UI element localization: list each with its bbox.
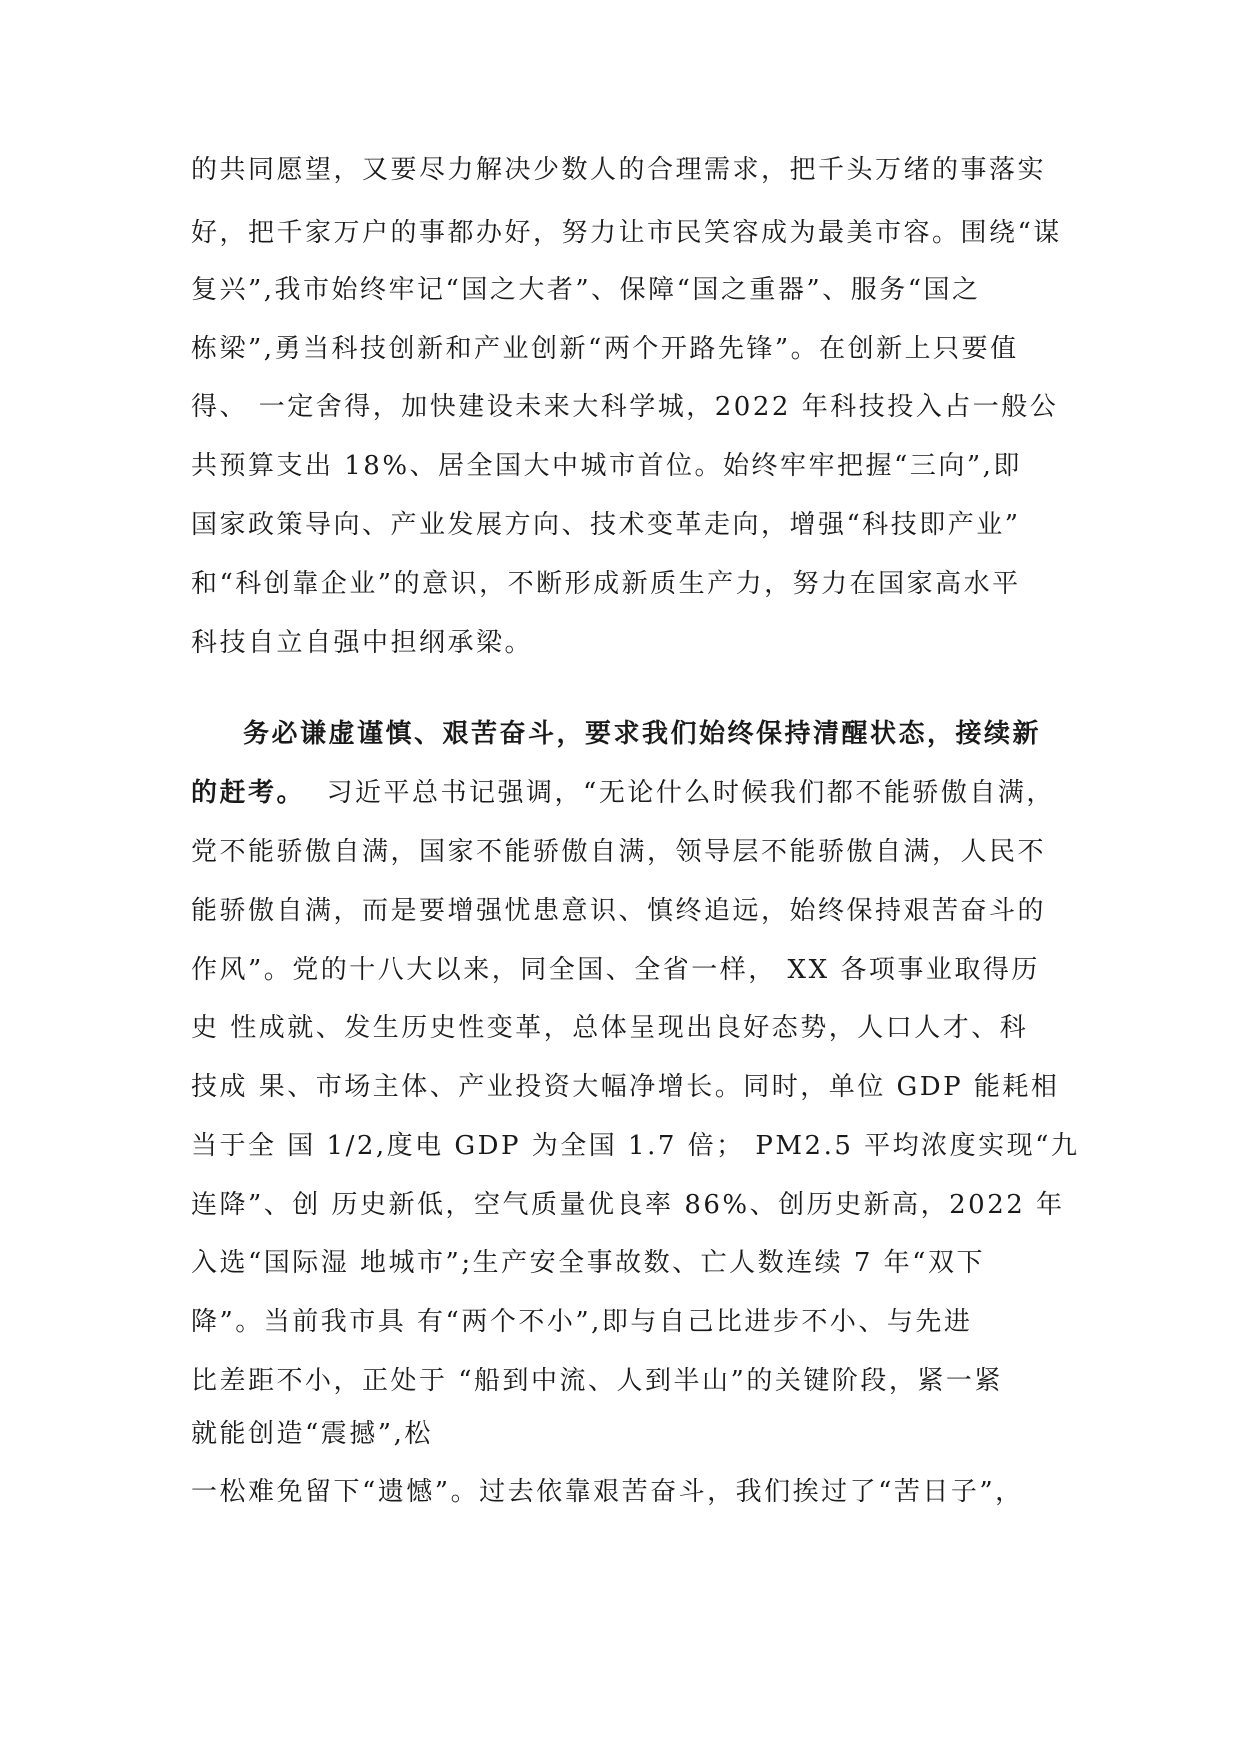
paragraph-1-line-6: 共预算支出 18%、居全国大中城市首位。始终牢牢把握“三向”,即 [191, 451, 1022, 481]
paragraph-1-line-8: 和“科创靠企业”的意识，不断形成新质生产力，努力在国家高水平 [191, 569, 1021, 599]
paragraph-2-line-14: 一松难免留下“遗憾”。过去依靠艰苦奋斗，我们挨过了“苦日子”， [191, 1477, 1024, 1507]
paragraph-2-line-4: 能骄傲自满，而是要增强忧患意识、慎终追远，始终保持艰苦奋斗的 [191, 896, 1047, 926]
paragraph-2-line-9: 连降”、创 历史新低，空气质量优良率 86%、创历史新高，2022 年 [191, 1190, 1065, 1220]
paragraph-1-line-3: 复兴”,我市始终牢记“国之大者”、保障“国之重器”、服务“国之 [191, 275, 981, 305]
paragraph-1-line-2: 好，把千家万户的事都办好，努力让市民笑容成为最美市容。围绕“谋 [191, 218, 1062, 248]
paragraph-2-line-2-text: 习近平总书记强调，“无论什么时候我们都不能骄傲自满， [305, 778, 1055, 808]
paragraph-1-line-5: 得、 一定舍得，加快建设未来大科学城，2022 年科技投入占一般公 [191, 392, 1059, 422]
paragraph-2-line-12: 比差距不小，正处于 “船到中流、人到半山”的关键阶段，紧一紧 [191, 1366, 1003, 1396]
paragraph-2-heading-line-2: 的赶考。 [191, 778, 306, 808]
paragraph-1-line-7: 国家政策导向、产业发展方向、技术变革走向，增强“科技即产业” [191, 510, 1021, 540]
paragraph-2-line-7: 技成 果、市场主体、产业投资大幅净增长。同时，单位 GDP 能耗相 [191, 1072, 1060, 1102]
paragraph-1-line-1: 的共同愿望，又要尽力解决少数人的合理需求，把千头万绪的事落实 [191, 155, 1047, 185]
paragraph-2-line-6: 史 性成就、发生历史性变革，总体呈现出良好态势，人口人才、科 [191, 1013, 1029, 1043]
paragraph-2-line-5: 作风”。党的十八大以来，同全国、全省一样， XX 各项事业取得历 [191, 955, 1040, 985]
paragraph-2-line-8: 当于全 国 1/2,度电 GDP 为全国 1.7 倍； PM2.5 平均浓度实现“九 [191, 1131, 1080, 1161]
paragraph-1-line-4: 栋梁”,勇当科技创新和产业创新“两个开路先锋”。在创新上只要值 [191, 334, 1019, 364]
paragraph-2-heading-line-1: 务必谦虚谨慎、艰苦奋斗，要求我们始终保持清醒状态，接续新 [243, 719, 1042, 749]
paragraph-2-line-10: 入选“国际湿 地城市”;生产安全事故数、亡人数连续 7 年“双下 [191, 1248, 985, 1278]
paragraph-2-line-3: 党不能骄傲自满，国家不能骄傲自满，领导层不能骄傲自满，人民不 [191, 837, 1047, 867]
paragraph-2-line-11: 降”。当前我市具 有“两个不小”,即与自己比进步不小、与先进 [191, 1307, 973, 1337]
paragraph-2-line-2 [191, 771, 1081, 815]
paragraph-1-line-9: 科技自立自强中担纲承梁。 [191, 628, 534, 658]
paragraph-2-line-13: 就能创造“震撼”,松 [191, 1419, 433, 1449]
